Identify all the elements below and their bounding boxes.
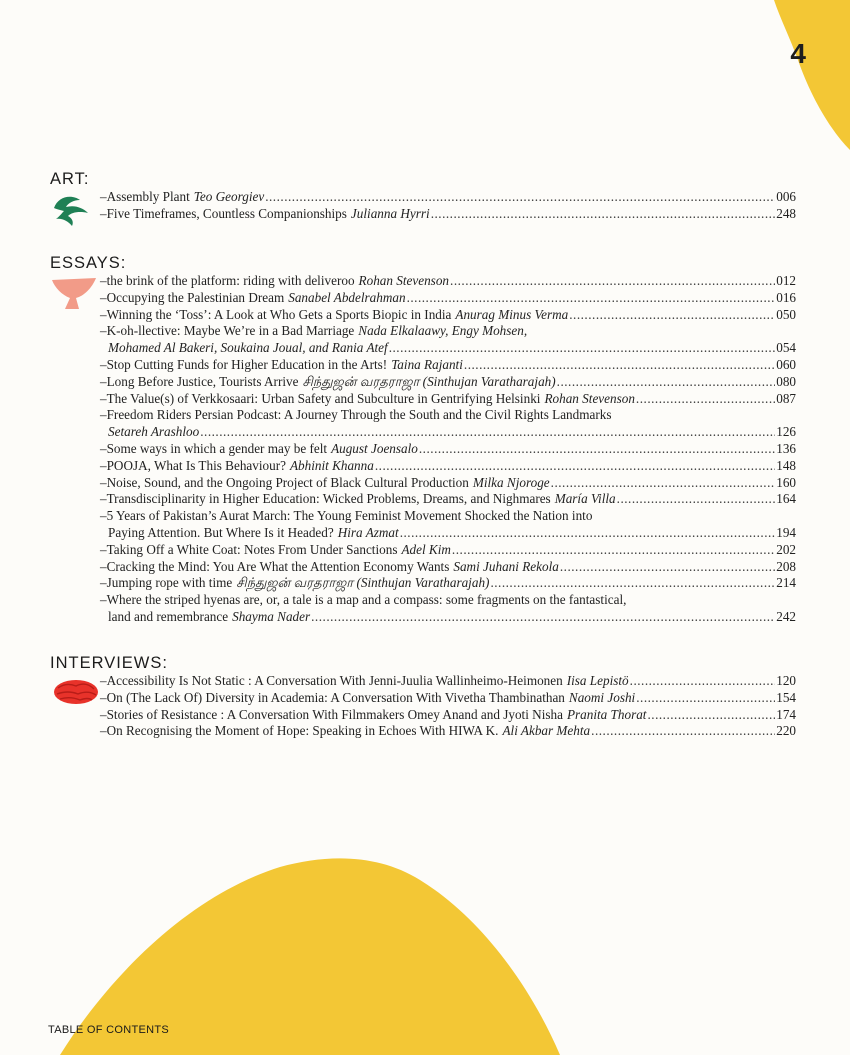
entry-page-number: 220: [776, 723, 796, 739]
section-title-art: ART:: [50, 170, 90, 188]
dot-leader: [617, 491, 776, 508]
toc-entry[interactable]: [100, 491, 796, 508]
entry-author: Sanabel Abdelrahman: [288, 289, 406, 305]
entry-title: –Long Before Justice, Tourists Arrive: [100, 373, 299, 389]
entry-page-number: 016: [776, 289, 796, 305]
entry-title: –Some ways in which a gender may be felt: [100, 440, 328, 456]
toc-entry[interactable]: [100, 458, 796, 475]
toc-entry-line: [100, 723, 796, 740]
toc-entry-line: [100, 357, 796, 374]
dot-leader: [419, 441, 775, 458]
entry-author: Sami Juhani Rekola: [453, 558, 559, 574]
entry-title: –Accessibility Is Not Static : A Conversation With Jenni-Juulia Wallinheimo-Heimonen: [100, 673, 563, 688]
entry-author: María Villa: [554, 491, 616, 507]
entry-title: –The Value(s) of Verkkosaari: Urban Safety and Subculture in Gentrifying Helsinki: [100, 390, 541, 406]
interviews-entries: [100, 673, 796, 740]
entry-page-number: 060: [776, 356, 796, 372]
entry-author: Nada Elkalaawy, Engy Mohsen,: [358, 323, 528, 339]
toc-entry[interactable]: [100, 374, 796, 391]
dot-leader: [375, 458, 775, 475]
toc-entry-line: [100, 391, 796, 408]
entry-author: சிந்துஜன் வரதராஜா (Sinthujan Varatharajah): [236, 575, 490, 591]
entry-title: –Taking Off a White Coat: Notes From Under Sanctions: [100, 541, 398, 557]
entry-author: Abhinit Khanna: [289, 457, 374, 473]
entry-title: –Five Timeframes, Countless Companionships: [100, 205, 347, 221]
entry-author: Mohamed Al Bakeri, Soukaina Joual, and Rania Atef: [108, 340, 388, 356]
dot-leader: [636, 391, 775, 408]
entry-page-number: 012: [776, 273, 796, 288]
entry-page-number: 120: [776, 673, 796, 688]
entry-title: –Freedom Riders Persian Podcast: A Journey Through the South and the Civil Rights Landmarks: [100, 407, 612, 423]
entry-page-number: 214: [776, 575, 796, 591]
dot-leader: [452, 542, 775, 559]
entry-page-number: 136: [776, 440, 796, 456]
toc-entry[interactable]: [100, 475, 796, 492]
entry-author: Setareh Arashloo: [108, 424, 200, 440]
entry-author: Taina Rajanti: [391, 356, 463, 372]
entry-title: –K-oh-llective: Maybe We’re in a Bad Marriage: [100, 323, 355, 339]
toc-entry-line: [100, 189, 796, 206]
entry-page-number: 080: [776, 373, 796, 389]
toc-entry-line: [100, 707, 796, 724]
entry-page-number: 164: [776, 491, 796, 507]
entry-author: சிந்துஜன் வரதராஜா (Sinthujan Varatharajah): [302, 373, 556, 389]
toc-entry[interactable]: [100, 273, 796, 290]
entry-page-number: 126: [776, 424, 796, 440]
red-scribble-icon: [52, 678, 100, 706]
toc-entry[interactable]: [100, 575, 796, 592]
dot-leader: [450, 273, 775, 290]
toc-entry-line: [100, 592, 796, 609]
toc-entry[interactable]: [100, 707, 796, 724]
dot-leader: [647, 707, 775, 724]
entry-page-number: 006: [776, 189, 796, 204]
toc-entry[interactable]: [100, 508, 796, 542]
footer-label: TABLE OF CONTENTS: [48, 1024, 170, 1036]
dot-leader: [490, 575, 775, 592]
entry-author: Pranita Thorat: [566, 706, 647, 722]
dot-leader: [557, 374, 776, 391]
toc-entry-line: [100, 340, 796, 357]
entry-title: –Jumping rope with time: [100, 575, 233, 591]
toc-entry-line: [100, 542, 796, 559]
toc-entry-line: [100, 407, 796, 424]
toc-entry-line: [100, 273, 796, 290]
toc-entry-line: [100, 307, 796, 324]
dot-leader: [400, 525, 776, 542]
entry-page-number: 194: [776, 524, 796, 540]
entry-title: –Noise, Sound, and the Ongoing Project of Black Cultural Production: [100, 474, 469, 490]
toc-entry-line: [100, 609, 796, 626]
entry-title: –Occupying the Palestinian Dream: [100, 289, 285, 305]
toc-entry-line: [100, 690, 796, 707]
toc-entry[interactable]: [100, 206, 796, 223]
entry-author: Anurag Minus Verma: [455, 306, 569, 322]
toc-entry[interactable]: [100, 407, 796, 441]
entry-author: Julianna Hyrri: [350, 205, 430, 221]
toc-entry[interactable]: [100, 592, 796, 626]
toc-entry-line: [100, 575, 796, 592]
entry-title: –the brink of the platform: riding with deliveroo: [100, 273, 355, 288]
toc-entry[interactable]: [100, 357, 796, 374]
dot-leader: [551, 475, 776, 492]
dot-leader: [265, 189, 775, 206]
entry-page-number: 208: [776, 558, 796, 574]
art-entries: [100, 189, 796, 223]
toc-entry-line: [100, 206, 796, 223]
toc-entry[interactable]: [100, 559, 796, 576]
entry-page-number: 202: [776, 541, 796, 557]
entry-author: Hira Azmat: [337, 524, 399, 540]
dot-leader: [464, 357, 775, 374]
entry-author: Rohan Stevenson: [358, 273, 450, 288]
entry-title: –Stop Cutting Funds for Higher Education in the Arts!: [100, 356, 388, 372]
entry-author: Adel Kim: [401, 541, 451, 557]
entry-author: Iisa Lepistö: [566, 673, 629, 688]
toc-entry-line: [100, 508, 796, 525]
entry-title: –Assembly Plant: [100, 189, 190, 204]
entry-title: –On (The Lack Of) Diversity in Academia: A Conversation With Vivetha Thambinathan: [100, 689, 565, 705]
entry-page-number: 087: [776, 390, 796, 406]
toc-entry[interactable]: [100, 441, 796, 458]
toc-entry[interactable]: [100, 323, 796, 357]
entry-title: –POOJA, What Is This Behaviour?: [100, 457, 286, 473]
toc-entry-line: [100, 424, 796, 441]
entry-page-number: 154: [776, 689, 796, 705]
entry-author: Rohan Stevenson: [544, 390, 635, 406]
toc-entry-line: [100, 374, 796, 391]
entry-title: –Transdisciplinarity in Higher Education: Wicked Problems, Dreams, and Nighmares: [100, 491, 551, 507]
entry-author: August Joensalo: [331, 440, 418, 456]
dot-leader: [591, 723, 775, 740]
toc-entry[interactable]: [100, 307, 796, 324]
section-title-essays: ESSAYS:: [50, 254, 127, 272]
entry-page-number: 050: [776, 306, 796, 322]
section-title-interviews: INTERVIEWS:: [50, 654, 168, 672]
entry-author: Milka Njoroge: [472, 474, 550, 490]
toc-entry[interactable]: [100, 542, 796, 559]
dot-leader: [311, 609, 775, 626]
toc-entry[interactable]: [100, 290, 796, 307]
entry-page-number: 054: [776, 340, 796, 356]
entry-page-number: 148: [776, 457, 796, 473]
dot-leader: [431, 206, 776, 223]
entry-author: Ali Akbar Mehta: [502, 723, 591, 739]
toc-entry-line: [100, 475, 796, 492]
entry-title: –Winning the ‘Toss’: A Look at Who Gets a Sports Biopic in India: [100, 306, 452, 322]
toc-entry-line: [100, 673, 796, 690]
toc-entry[interactable]: [100, 391, 796, 408]
entry-author: Shayma Nader: [232, 608, 311, 624]
entry-title: –On Recognising the Moment of Hope: Speaking in Echoes With HIWA K.: [100, 723, 499, 739]
toc-entry-line: [100, 559, 796, 576]
dot-leader: [560, 559, 775, 576]
entry-author: Teo Georgiev: [193, 189, 265, 204]
salmon-cup-icon: [52, 276, 96, 312]
entry-author: Naomi Joshi: [568, 689, 636, 705]
yellow-corner-blob: [770, 0, 850, 150]
entry-title: –5 Years of Pakistan’s Aurat March: The Young Feminist Movement Shocked the Nation into: [100, 508, 593, 524]
entry-title: Paying Attention. But Where Is it Headed?: [108, 524, 334, 540]
dot-leader: [630, 673, 776, 690]
toc-entry-line: [100, 458, 796, 475]
toc-entry-line: [100, 290, 796, 307]
dot-leader: [636, 690, 775, 707]
toc-entry-line: [100, 525, 796, 542]
toc-entry[interactable]: [100, 189, 796, 206]
dot-leader: [389, 340, 776, 357]
green-plant-icon: [50, 192, 92, 228]
toc-entry-line: [100, 491, 796, 508]
toc-entry-line: [100, 323, 796, 340]
entry-title: –Stories of Resistance : A Conversation With Filmmakers Omey Anand and Jyoti Nisha: [100, 706, 563, 722]
toc-entry[interactable]: [100, 723, 796, 740]
page-number: 4: [790, 38, 806, 69]
dot-leader: [407, 290, 776, 307]
entry-page-number: 174: [776, 706, 796, 722]
toc-entry-line: [100, 441, 796, 458]
entry-page-number: 248: [776, 205, 796, 221]
toc-entry[interactable]: [100, 690, 796, 707]
entry-title: –Cracking the Mind: You Are What the Attention Economy Wants: [100, 558, 450, 574]
entry-page-number: 242: [776, 608, 796, 624]
essays-entries: [100, 273, 796, 626]
toc-entry[interactable]: [100, 673, 796, 690]
entry-title: –Where the striped hyenas are, or, a tale is a map and a compass: some fragments on the fantastical,: [100, 592, 627, 608]
dot-leader: [200, 424, 775, 441]
entry-title: land and remembrance: [108, 608, 229, 624]
entry-page-number: 160: [776, 474, 796, 490]
dot-leader: [569, 307, 775, 324]
